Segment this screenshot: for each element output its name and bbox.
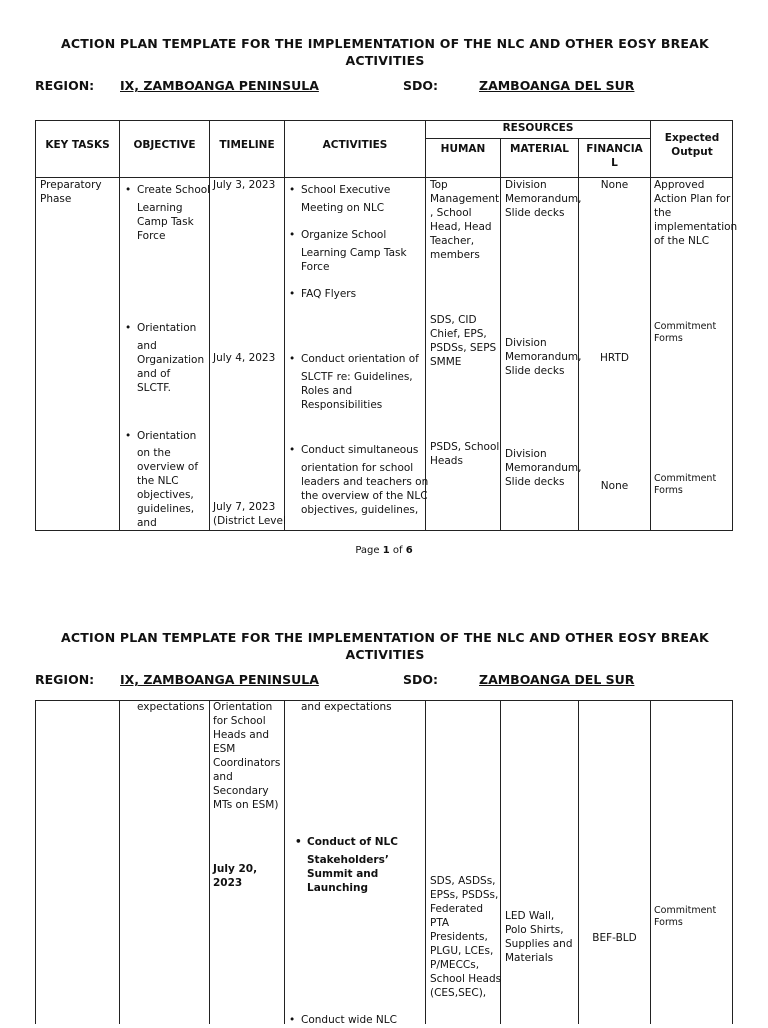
page2-col-divider [425, 700, 426, 1024]
objective-text: expectations [137, 701, 205, 713]
objective-text: and of [137, 368, 171, 380]
human-text: Head, Head [430, 221, 492, 233]
human-text: , School [430, 207, 472, 219]
objective-text: and [137, 517, 157, 529]
objective-text: • Create School [137, 184, 210, 198]
activity-text: • Conduct wide NLC [301, 1014, 397, 1028]
page1-col-divider [650, 120, 651, 531]
activity-text: objectives, guidelines, [301, 504, 419, 516]
human-text: School Heads [430, 973, 502, 985]
page1-sdo-value: ZAMBOANGA DEL SUR [479, 78, 635, 93]
objective-text: Learning [137, 202, 183, 214]
material-text: Slide decks [505, 476, 565, 488]
human-text: PLGU, LCEs, [430, 945, 494, 957]
header-human: HUMAN [440, 143, 486, 155]
activity-text: • Conduct of NLC [307, 836, 398, 850]
activity-text: Roles and [301, 385, 353, 397]
page1-region-value: IX, ZAMBOANGA PENINSULA [120, 78, 319, 93]
human-text: P/MECCs, [430, 959, 480, 971]
page1-col-divider [209, 120, 210, 531]
human-text: Heads [430, 455, 463, 467]
objective-text: Camp Task [137, 216, 194, 228]
expected-text: Commitment [654, 905, 717, 916]
page-label: Page [355, 545, 380, 556]
timeline-text: Coordinators [213, 757, 281, 769]
activity-text: Responsibilities [301, 399, 383, 411]
page-total: 6 [405, 545, 413, 556]
activity-text: • Conduct simultaneous [301, 444, 418, 458]
timeline-text: Secondary [213, 785, 269, 797]
activity-text: Summit and [307, 868, 379, 880]
human-text: SDS, CID [430, 314, 477, 326]
timeline-text: and [213, 771, 233, 783]
activity-text: Learning Camp Task [301, 247, 407, 259]
header-expected-cont: Output [671, 146, 713, 158]
financial-text: None [600, 480, 629, 492]
expected-text: Action Plan for [654, 193, 731, 205]
page-current: 1 [382, 545, 390, 556]
financial-text: None [600, 179, 629, 191]
page1-sdo-label: SDO: [403, 78, 439, 93]
material-text: Division [505, 179, 547, 191]
human-text: Presidents, [430, 931, 488, 943]
page1-title-line1: ACTION PLAN TEMPLATE FOR THE IMPLEMENTATION OF THE NLC AND OTHER EOSY BREAK [61, 36, 709, 51]
activity-text: the overview of the NLC [301, 490, 428, 502]
timeline-text: for School [213, 715, 266, 727]
material-text: Slide decks [505, 207, 565, 219]
material-text: Polo Shirts, [505, 924, 564, 936]
activity-text: • School Executive [301, 184, 390, 198]
objective-text: Organization [137, 354, 205, 366]
page1-row-divider [425, 138, 650, 139]
human-text: Top [430, 179, 448, 191]
key-task-text: Phase [40, 193, 72, 205]
objective-text: and [137, 340, 157, 352]
financial-text: BEF-BLD [592, 932, 637, 944]
header-objective: OBJECTIVE [133, 139, 196, 151]
objective-text: Force [137, 230, 166, 242]
timeline-text: July 7, 2023 [213, 501, 276, 513]
expected-text: Commitment [654, 473, 717, 484]
activity-text: Force [301, 261, 330, 273]
human-text: SDS, ASDSs, [430, 875, 496, 887]
header-key-tasks: KEY TASKS [45, 139, 110, 151]
page1-col-divider [284, 120, 285, 531]
page1-region-label: REGION: [35, 78, 95, 93]
human-text: Management [430, 193, 500, 205]
page2-col-divider [119, 700, 120, 1024]
timeline-text: (District Level [213, 515, 286, 527]
expected-text: implementation [654, 221, 738, 233]
expected-text: Commitment [654, 321, 717, 332]
human-text: (CES,SEC), [430, 987, 487, 999]
page2-title-line2: ACTIVITIES [345, 647, 425, 662]
objective-text: • Orientation [137, 322, 196, 336]
timeline-text: 2023 [213, 877, 243, 889]
page2-col-divider [650, 700, 651, 1024]
activity-text: • Conduct orientation of [301, 353, 419, 367]
timeline-text: MTs on ESM) [213, 799, 279, 811]
human-text: PTA [430, 917, 450, 929]
objective-text: SLCTF. [137, 382, 171, 394]
timeline-text: Heads and [213, 729, 270, 741]
page2-sdo-label: SDO: [403, 672, 439, 687]
objective-text: overview of [137, 461, 199, 473]
objective-text: the NLC [137, 475, 179, 487]
expected-text: of the NLC [654, 235, 710, 247]
human-text: Teacher, [430, 235, 475, 247]
human-text: PSDSs, SEPS [430, 342, 497, 354]
activity-text: • Organize School [301, 229, 386, 243]
human-text: members [430, 249, 480, 261]
material-text: Division [505, 448, 547, 460]
expected-text: the [654, 207, 672, 219]
page2-col-divider [284, 700, 285, 1024]
material-text: LED Wall, [505, 910, 555, 922]
human-text: Chief, EPS, [430, 328, 487, 340]
timeline-text: Orientation [213, 701, 273, 713]
human-text: EPSs, PSDSs, [430, 889, 499, 901]
page2-col-divider [209, 700, 210, 1024]
activity-text: • FAQ Flyers [301, 288, 356, 302]
page1-col-divider [500, 138, 501, 531]
human-text: SMME [430, 356, 462, 368]
page2-region-label: REGION: [35, 672, 95, 687]
material-text: Memorandum, [505, 351, 582, 363]
timeline-text: July 4, 2023 [213, 352, 276, 364]
material-text: Materials [505, 952, 554, 964]
timeline-text: July 3, 2023 [213, 179, 276, 191]
activity-text: leaders and teachers on [301, 476, 429, 488]
header-expected: Expected [664, 132, 720, 144]
page2-sdo-value: ZAMBOANGA DEL SUR [479, 672, 635, 687]
page-of: of [392, 545, 403, 556]
objective-text: • Orientation [137, 430, 196, 444]
material-text: Supplies and [505, 938, 573, 950]
page2-col-divider [578, 700, 579, 1024]
activity-text: and expectations [301, 701, 392, 713]
page2-region-value: IX, ZAMBOANGA PENINSULA [120, 672, 319, 687]
material-text: Division [505, 337, 547, 349]
financial-text: HRTD [600, 352, 629, 364]
human-text: PSDS, School [430, 441, 500, 453]
page2-col-divider [35, 700, 36, 1024]
header-activities: ACTIVITIES [322, 139, 388, 151]
objective-text: on the [137, 447, 171, 459]
objective-text: guidelines, [137, 503, 195, 515]
header-financial-cont: L [611, 157, 618, 169]
activity-text: SLCTF re: Guidelines, [301, 371, 413, 383]
page2-title-line1: ACTION PLAN TEMPLATE FOR THE IMPLEMENTATION OF THE NLC AND OTHER EOSY BREAK [61, 630, 709, 645]
activity-text: Launching [307, 882, 369, 894]
human-text: Federated [430, 903, 484, 915]
material-text: Memorandum, [505, 193, 582, 205]
page1-row-divider [35, 177, 733, 178]
key-task-text: Preparatory [40, 179, 102, 191]
header-timeline: TIMELINE [219, 139, 275, 151]
expected-text: Forms [654, 485, 683, 496]
objective-text: objectives, [137, 489, 194, 501]
page2-col-divider [732, 700, 733, 1024]
expected-text: Forms [654, 917, 683, 928]
header-material: MATERIAL [510, 143, 569, 155]
page1-title-line2: ACTIVITIES [345, 53, 425, 68]
timeline-text: ESM [213, 743, 236, 755]
material-text: Slide decks [505, 365, 565, 377]
timeline-text: July 20, [213, 863, 258, 875]
header-resources: RESOURCES [502, 122, 574, 134]
activity-text: Meeting on NLC [301, 202, 385, 214]
material-text: Memorandum, [505, 462, 582, 474]
page-number [0, 545, 768, 556]
page1-col-divider [425, 120, 426, 531]
activity-text: orientation for school [301, 462, 414, 474]
expected-text: Forms [654, 333, 683, 344]
expected-text: Approved [654, 179, 705, 191]
header-financial: FINANCIA [586, 143, 643, 155]
activity-text: Stakeholders’ [307, 854, 389, 866]
page1-col-divider [119, 120, 120, 531]
